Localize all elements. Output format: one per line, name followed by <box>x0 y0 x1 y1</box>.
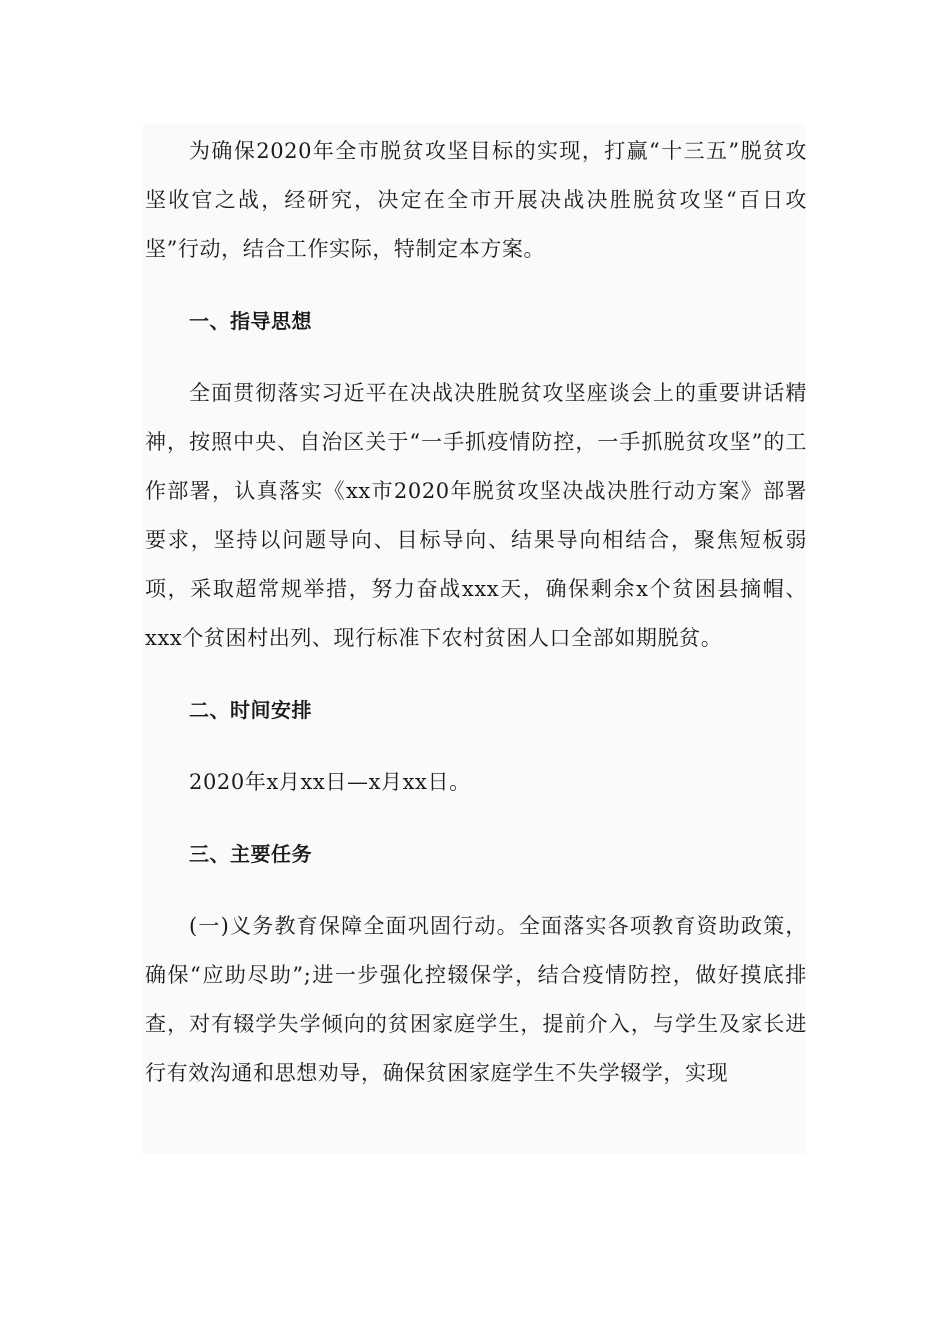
section-heading-guiding-thought: 一、指导思想 <box>189 309 312 333</box>
document-body <box>145 127 807 1098</box>
main-tasks-paragraph: (一)义务教育保障全面巩固行动。全面落实各项教育资助政策，确保“应助尽助”;进一步强化控辍保学，结合疫情防控，做好摸底排查，对有辍学失学倾向的贫困家庭学生，提前介入，与学生及家长进行有效沟通和思想劝导，确保贫困家庭学生不失学辍学，实现 <box>145 914 807 1085</box>
guiding-thought-paragraph: 全面贯彻落实习近平在决战决胜脱贫攻坚座谈会上的重要讲话精神，按照中央、自治区关于“一手抓疫情防控，一手抓脱贫攻坚”的工作部署，认真落实《xx市2020年脱贫攻坚决战决胜行动方案》部署要求，坚持以问题导向、目标导向、结果导向相结合，聚焦短板弱项，采取超常规举措，努力奋战xxx天，确保剩余x个贫困县摘帽、xxx个贫困村出列、现行标准下农村贫困人口全部如期脱贫。 <box>145 381 807 650</box>
section-heading-schedule: 二、时间安排 <box>189 698 312 722</box>
intro-paragraph: 为确保2020年全市脱贫攻坚目标的实现，打赢“十三五”脱贫攻坚收官之战，经研究，决定在全市开展决战决胜脱贫攻坚“百日攻坚”行动，结合工作实际，特制定本方案。 <box>145 139 807 261</box>
section-heading-main-tasks: 三、主要任务 <box>189 842 312 866</box>
schedule-paragraph: 2020年x月xx日—x月xx日。 <box>189 770 471 794</box>
